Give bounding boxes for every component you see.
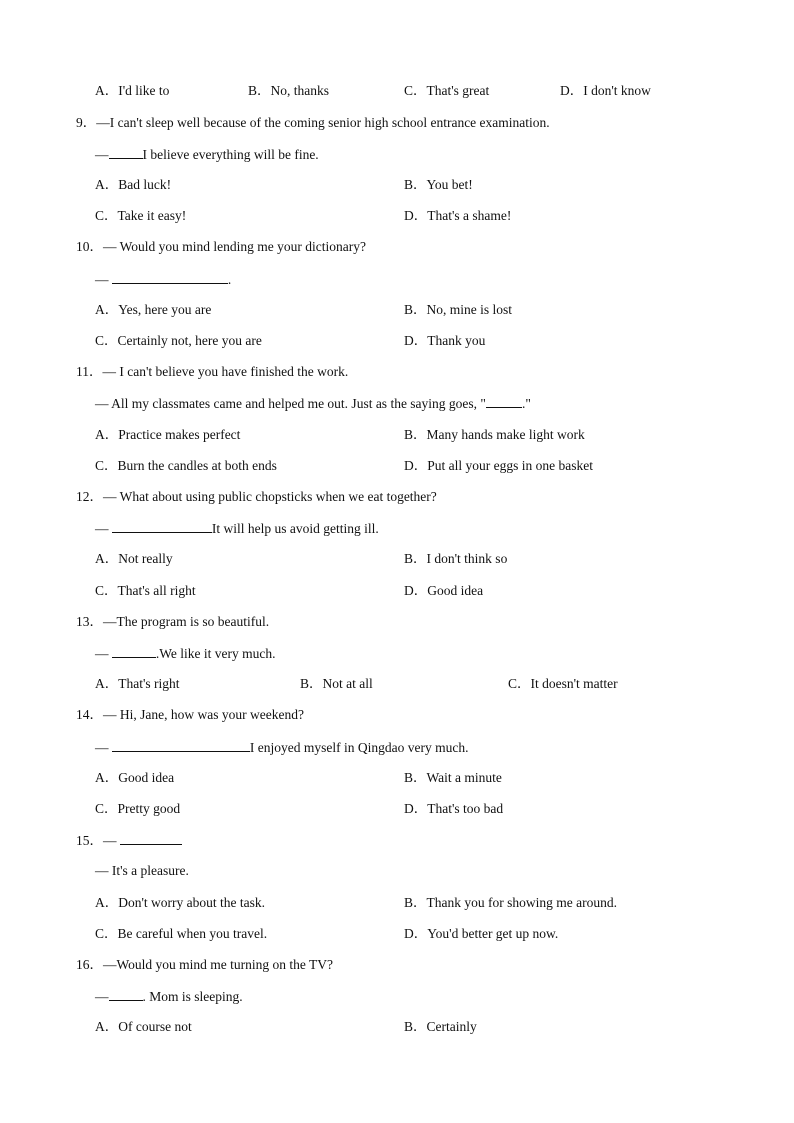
question-13-reply: [95, 644, 276, 663]
answer-blank[interactable]: [112, 519, 212, 533]
option-d[interactable]: D．That's too bad: [404, 801, 504, 816]
option-c[interactable]: C．Be careful when you travel.: [95, 926, 268, 941]
option-d[interactable]: D．Good idea: [404, 583, 484, 598]
option-d[interactable]: D．I don't know: [560, 83, 651, 98]
question-10-reply: [95, 270, 231, 289]
option-b[interactable]: B．You bet!: [404, 177, 473, 192]
option-a[interactable]: A．Bad luck!: [95, 177, 172, 192]
option-a[interactable]: A．Don't worry about the task.: [95, 895, 266, 910]
option-c[interactable]: C．It doesn't matter: [508, 676, 618, 691]
option-c[interactable]: C．Pretty good: [95, 801, 181, 816]
answer-blank[interactable]: [109, 145, 143, 159]
option-a[interactable]: A．Yes, here you are: [95, 302, 212, 317]
option-a[interactable]: A．Practice makes perfect: [95, 427, 241, 442]
option-d[interactable]: D．You'd better get up now.: [404, 926, 559, 941]
option-c[interactable]: C．That's great: [404, 83, 490, 98]
question-13-stem: [76, 613, 269, 631]
question-11-stem: [76, 363, 348, 381]
reply-suffix: . Mom is sleeping.: [142, 989, 243, 1004]
answer-blank[interactable]: [112, 738, 250, 752]
question-12-reply: [95, 519, 379, 538]
reply-prefix: — All my classmates came and helped me out. Just as the saying goes, ": [95, 396, 486, 411]
option-c[interactable]: C．Certainly not, here you are: [95, 333, 262, 348]
option-a[interactable]: A．Not really: [95, 551, 173, 566]
option-b[interactable]: B．Certainly: [404, 1019, 477, 1034]
answer-blank[interactable]: [112, 644, 156, 658]
answer-blank[interactable]: [120, 831, 182, 845]
option-b[interactable]: B．Thank you for showing me around.: [404, 895, 617, 910]
option-a[interactable]: A．Good idea: [95, 770, 175, 785]
question-16-reply: [95, 987, 243, 1006]
question-text: — What about using public chopsticks when we eat together?: [103, 489, 437, 504]
question-number: 13．: [76, 614, 103, 629]
question-11-reply: [95, 394, 531, 413]
reply-text: — It's a pleasure.: [95, 863, 189, 878]
reply-prefix: —: [95, 272, 112, 287]
option-b[interactable]: B．No, thanks: [248, 83, 329, 98]
reply-suffix: .We like it very much.: [155, 646, 276, 661]
reply-prefix: —: [95, 989, 109, 1004]
question-number: 15．: [76, 833, 103, 848]
question-text: — Would you mind lending me your dictionary?: [103, 239, 366, 254]
question-text: —I can't sleep well because of the coming senior high school entrance examination.: [96, 115, 550, 130]
option-d[interactable]: D．Thank you: [404, 333, 486, 348]
question-number: 14．: [76, 707, 103, 722]
reply-prefix: —: [95, 740, 112, 755]
question-9-reply: [95, 145, 319, 164]
question-15-stem: [76, 831, 182, 850]
reply-prefix: —: [95, 521, 112, 536]
option-d[interactable]: D．Put all your eggs in one basket: [404, 458, 593, 473]
answer-blank[interactable]: [486, 394, 522, 408]
question-number: 12．: [76, 489, 103, 504]
reply-suffix: .": [521, 396, 531, 411]
option-b[interactable]: B．I don't think so: [404, 551, 508, 566]
question-number: 11．: [76, 364, 103, 379]
option-c[interactable]: C．Burn the candles at both ends: [95, 458, 277, 473]
question-16-stem: [76, 956, 333, 974]
reply-prefix: —: [95, 147, 109, 162]
option-b[interactable]: B．No, mine is lost: [404, 302, 513, 317]
reply-prefix: —: [95, 646, 112, 661]
question-15-reply: [95, 862, 189, 880]
reply-suffix: It will help us avoid getting ill.: [211, 521, 379, 536]
question-text: —Would you mind me turning on the TV?: [103, 957, 334, 972]
question-number: 10．: [76, 239, 103, 254]
question-10-stem: [76, 238, 366, 256]
question-12-stem: [76, 488, 437, 506]
question-text: —The program is so beautiful.: [103, 614, 270, 629]
reply-suffix: I believe everything will be fine.: [142, 147, 319, 162]
question-text: —: [103, 833, 120, 848]
option-a[interactable]: A．I'd like to: [95, 83, 170, 98]
answer-blank[interactable]: [112, 270, 228, 284]
question-14-stem: [76, 706, 304, 724]
option-a[interactable]: A．That's right: [95, 676, 180, 691]
question-9-stem: [76, 114, 550, 132]
question-text: — I can't believe you have finished the work.: [102, 364, 349, 379]
option-c[interactable]: C．Take it easy!: [95, 208, 187, 223]
question-14-reply: [95, 738, 468, 757]
option-b[interactable]: B．Not at all: [300, 676, 373, 691]
option-b[interactable]: B．Wait a minute: [404, 770, 502, 785]
option-c[interactable]: C．That's all right: [95, 583, 196, 598]
question-number: 16．: [76, 957, 103, 972]
reply-suffix: .: [227, 272, 232, 287]
option-a[interactable]: A．Of course not: [95, 1019, 192, 1034]
reply-suffix: I enjoyed myself in Qingdao very much.: [249, 740, 469, 755]
option-d[interactable]: D．That's a shame!: [404, 208, 512, 223]
question-number: 9．: [76, 115, 97, 130]
question-text: — Hi, Jane, how was your weekend?: [103, 707, 304, 722]
answer-blank[interactable]: [109, 987, 143, 1001]
option-b[interactable]: B．Many hands make light work: [404, 427, 585, 442]
